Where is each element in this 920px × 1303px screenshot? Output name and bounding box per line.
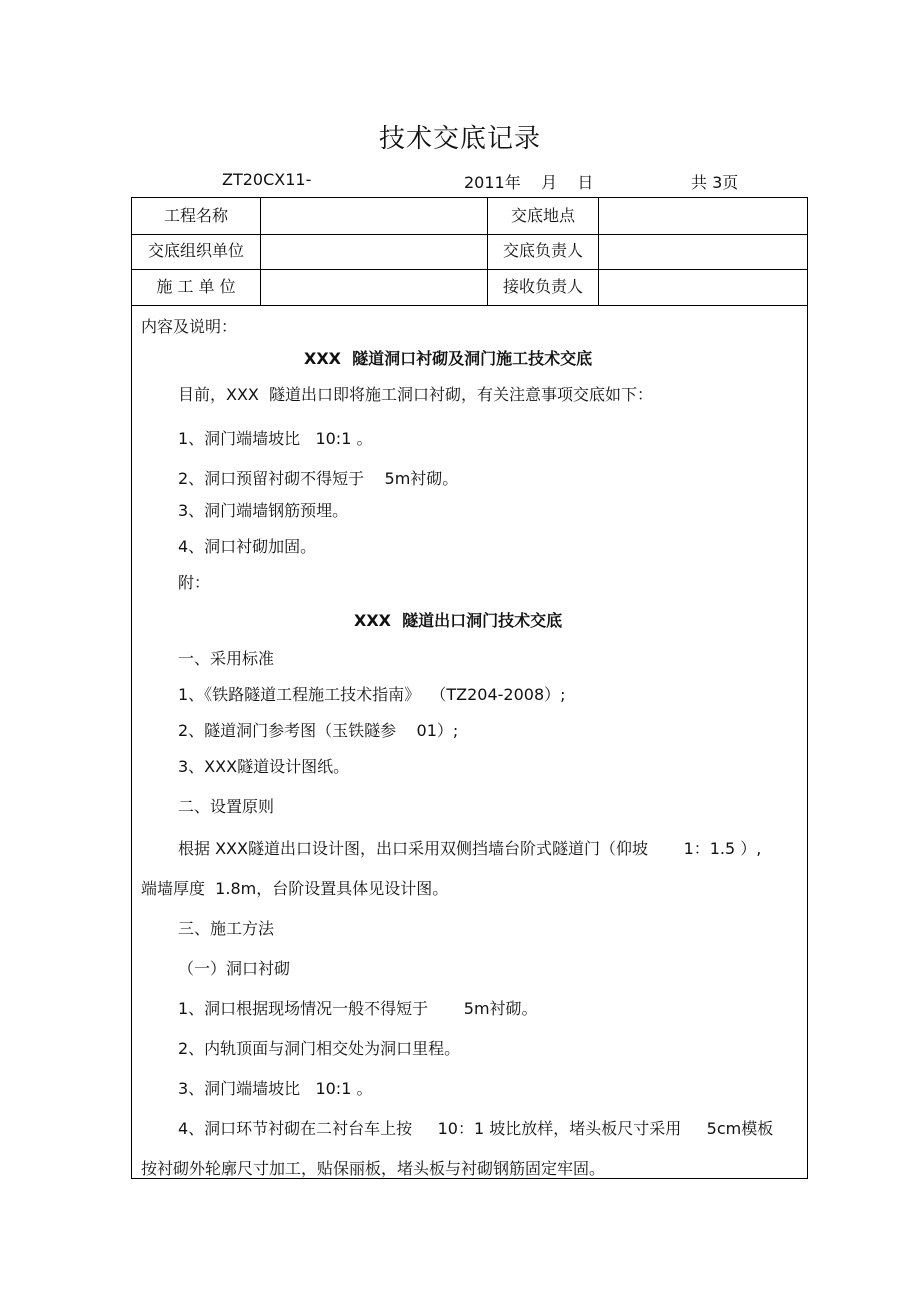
list-item: 2、洞口预留衬砌不得短于 5m衬砌。 xyxy=(178,469,459,488)
receiver-value xyxy=(599,269,807,305)
appendix-label: 附： xyxy=(178,573,211,592)
list-item: 3、洞门端墙坡比 10:1 。 xyxy=(178,1079,373,1098)
list-item: 1、洞门端墙坡比 10:1 。 xyxy=(178,429,373,448)
project-name-label: 工程名称 xyxy=(163,206,228,225)
document-title: 技术交底记录 xyxy=(378,124,541,154)
paragraph-line: 端墙厚度 1.8m，台阶设置具体见设计图。 xyxy=(141,879,449,898)
org-unit-value xyxy=(261,233,487,269)
list-item: 2、隧道洞门参考图（玉铁隧参 01）; xyxy=(178,721,459,740)
list-item: 2、内轨顶面与洞门相交处为洞口里程。 xyxy=(178,1039,461,1058)
intro-paragraph: 目前，XXX 隧道出口即将施工洞口衬砌，有关注意事项交底如下： xyxy=(178,385,654,404)
construction-unit-value xyxy=(261,269,487,305)
location-label: 交底地点 xyxy=(510,206,575,225)
list-item: 3、洞门端墙钢筋预埋。 xyxy=(178,501,349,520)
document-number: ZT20CX11- xyxy=(222,170,312,189)
project-name-value xyxy=(261,198,487,234)
construction-unit-label: 施 工 单 位 xyxy=(156,277,236,296)
content-heading: 内容及说明： xyxy=(141,317,238,336)
paragraph-line: 按衬砌外轮廓尺寸加工，贴保丽板，堵头板与衬砌钢筋固定牢固。 xyxy=(141,1159,606,1178)
document-subheader xyxy=(0,170,920,196)
document-date: 2011年 月 日 xyxy=(464,173,594,192)
list-item: 1、洞口根据现场情况一般不得短于 5m衬砌。 xyxy=(178,999,538,1018)
paragraph-line: 根据 XXX隧道出口设计图，出口采用双侧挡墙台阶式隧道门（仰坡 1：1.5 ）, xyxy=(178,839,762,858)
subsection-heading: （一）洞口衬砌 xyxy=(178,959,291,978)
section-heading: 一、采用标准 xyxy=(178,649,275,668)
list-item: 3、XXX隧道设计图纸。 xyxy=(178,757,350,776)
receiver-label: 接收负责人 xyxy=(502,277,583,296)
row-divider xyxy=(132,305,807,306)
section-title-2: XXX 隧道出口洞门技术交底 xyxy=(354,611,563,630)
location-value xyxy=(599,198,807,234)
list-item: 4、洞口衬砌加固。 xyxy=(178,537,317,556)
record-table xyxy=(131,197,808,1179)
list-item: 1、《铁路隧道工程施工技术指南》 （TZ204-2008）; xyxy=(178,685,566,704)
section-heading: 三、施工方法 xyxy=(178,919,275,938)
responsible-label: 交底负责人 xyxy=(502,241,583,260)
responsible-value xyxy=(599,233,807,269)
page-count: 共 3页 xyxy=(691,173,739,192)
section-title-1: XXX 隧道洞口衬砌及洞门施工技术交底 xyxy=(304,349,593,368)
section-heading: 二、设置原则 xyxy=(178,797,275,816)
paragraph-line: 4、洞口环节衬砌在二衬台车上按 10：1 坡比放样，堵头板尺寸采用 5cm模板 xyxy=(178,1119,774,1138)
org-unit-label: 交底组织单位 xyxy=(147,241,244,260)
